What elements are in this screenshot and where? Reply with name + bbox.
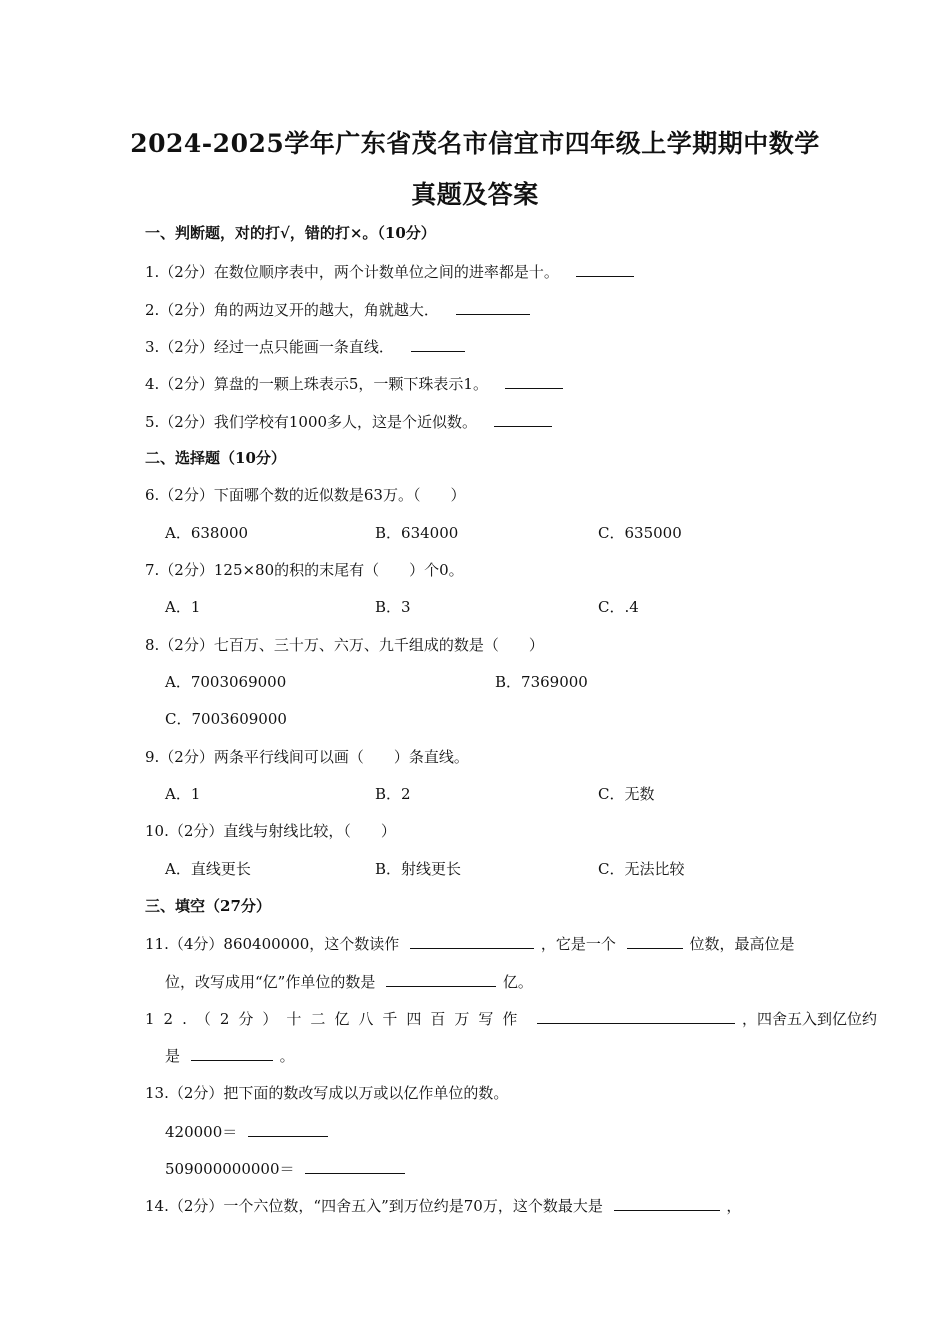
question-10-option-b[interactable]: B．射线更长 bbox=[375, 860, 462, 878]
question-12-written-blank[interactable] bbox=[537, 1008, 735, 1024]
question-13-expr1-blank[interactable] bbox=[248, 1121, 328, 1137]
question-13-expr2-text: 509000000000＝ bbox=[165, 1160, 295, 1178]
question-11-text-part5: 亿。 bbox=[502, 973, 533, 991]
question-10-option-a[interactable]: A．直线更长 bbox=[165, 860, 251, 878]
question-11-digits-blank[interactable] bbox=[627, 933, 683, 949]
question-10-option-c[interactable]: C．无法比较 bbox=[598, 860, 685, 878]
question-1 bbox=[145, 261, 636, 282]
question-11-reading-blank[interactable] bbox=[410, 933, 534, 949]
question-12-rounded-blank[interactable] bbox=[191, 1045, 273, 1061]
question-6-option-b[interactable]: B．634000 bbox=[375, 524, 459, 542]
question-9-option-a[interactable]: A．1 bbox=[165, 785, 201, 803]
question-8-option-b[interactable]: B．7369000 bbox=[495, 673, 588, 691]
question-13-expr1 bbox=[165, 1121, 330, 1142]
question-13-stem: 13.（2分）把下面的数改写成以万或以亿作单位的数。 bbox=[145, 1084, 509, 1102]
question-9-stem: 9.（2分）两条平行线间可以画（ ）条直线。 bbox=[145, 748, 469, 766]
question-12-text-part3: 是 bbox=[165, 1047, 181, 1065]
section-heading-judgement: 一、判断题，对的打√，错的打×。（10分） bbox=[145, 224, 436, 242]
question-14-max-blank[interactable] bbox=[614, 1195, 720, 1211]
question-4-text: 4.（2分）算盘的一颗上珠表示5，一颗下珠表示1。 bbox=[145, 375, 488, 393]
question-12-text-part4: 。 bbox=[279, 1047, 295, 1065]
question-11-line1 bbox=[145, 933, 794, 954]
question-13-expr1-text: 420000＝ bbox=[165, 1123, 238, 1141]
question-6-stem: 6.（2分）下面哪个数的近似数是63万。（ ） bbox=[145, 486, 466, 504]
question-8-option-c[interactable]: C．7003609000 bbox=[165, 710, 287, 728]
question-14-line1 bbox=[145, 1195, 741, 1216]
question-6-option-a[interactable]: A．638000 bbox=[165, 524, 249, 542]
question-3 bbox=[145, 336, 467, 357]
question-7-stem: 7.（2分）125×80的积的末尾有（ ）个0。 bbox=[145, 561, 464, 579]
question-4 bbox=[145, 373, 565, 394]
question-5-answer-blank[interactable] bbox=[494, 411, 552, 427]
question-11-text-part3: 位数，最高位是 bbox=[689, 935, 795, 953]
question-8-stem: 8.（2分）七百万、三十万、六万、九千组成的数是（ ） bbox=[145, 636, 544, 654]
question-7-option-b[interactable]: B．3 bbox=[375, 598, 411, 616]
section-heading-choice: 二、选择题（10分） bbox=[145, 449, 286, 467]
question-1-answer-blank[interactable] bbox=[576, 261, 634, 277]
question-12-text-part1: 12.（2分）十二亿八千四百万写作 bbox=[145, 1010, 527, 1028]
section-heading-fill-in: 三、填空（27分） bbox=[145, 897, 271, 915]
question-2-answer-blank[interactable] bbox=[456, 299, 530, 315]
question-2 bbox=[145, 299, 532, 320]
question-2-text: 2.（2分）角的两边叉开的越大，角就越大． bbox=[145, 301, 439, 319]
document-title-line1: 2024-2025学年广东省茂名市信宜市四年级上学期期中数学 bbox=[130, 129, 820, 158]
question-5-text: 5.（2分）我们学校有1000多人，这是个近似数。 bbox=[145, 413, 478, 431]
question-3-text: 3.（2分）经过一点只能画一条直线． bbox=[145, 338, 394, 356]
question-11-line2 bbox=[165, 971, 533, 992]
question-9-option-c[interactable]: C．无数 bbox=[598, 785, 655, 803]
question-11-text-part4: 位，改写成用“亿”作单位的数是 bbox=[165, 973, 376, 991]
question-5 bbox=[145, 411, 554, 432]
question-12-text-part2: ，四舍五入到亿位约 bbox=[741, 1010, 877, 1028]
question-7-option-c[interactable]: C．.4 bbox=[598, 598, 639, 616]
question-11-text-part1: 11.（4分）860400000，这个数读作 bbox=[145, 935, 400, 953]
question-6-option-c[interactable]: C．635000 bbox=[598, 524, 682, 542]
question-4-answer-blank[interactable] bbox=[505, 373, 563, 389]
question-12-line2 bbox=[165, 1045, 295, 1066]
question-13-expr2-blank[interactable] bbox=[305, 1158, 405, 1174]
question-14-text-part1: 14.（2分）一个六位数，“四舍五入”到万位约是70万，这个数最大是 bbox=[145, 1197, 603, 1215]
question-7-option-a[interactable]: A．1 bbox=[165, 598, 201, 616]
document-title-line2: 真题及答案 bbox=[411, 180, 539, 209]
question-8-option-a[interactable]: A．7003069000 bbox=[165, 673, 287, 691]
question-11-text-part2: ，它是一个 bbox=[540, 935, 616, 953]
question-10-stem: 10.（2分）直线与射线比较，（ ） bbox=[145, 822, 396, 840]
question-3-answer-blank[interactable] bbox=[411, 336, 465, 352]
question-13-expr2 bbox=[165, 1158, 407, 1179]
question-12-line1 bbox=[145, 1008, 877, 1029]
question-1-text: 1.（2分）在数位顺序表中，两个计数单位之间的进率都是十。 bbox=[145, 263, 559, 281]
question-9-option-b[interactable]: B．2 bbox=[375, 785, 411, 803]
question-11-yi-blank[interactable] bbox=[386, 971, 496, 987]
question-14-text-part2: ， bbox=[726, 1197, 742, 1215]
